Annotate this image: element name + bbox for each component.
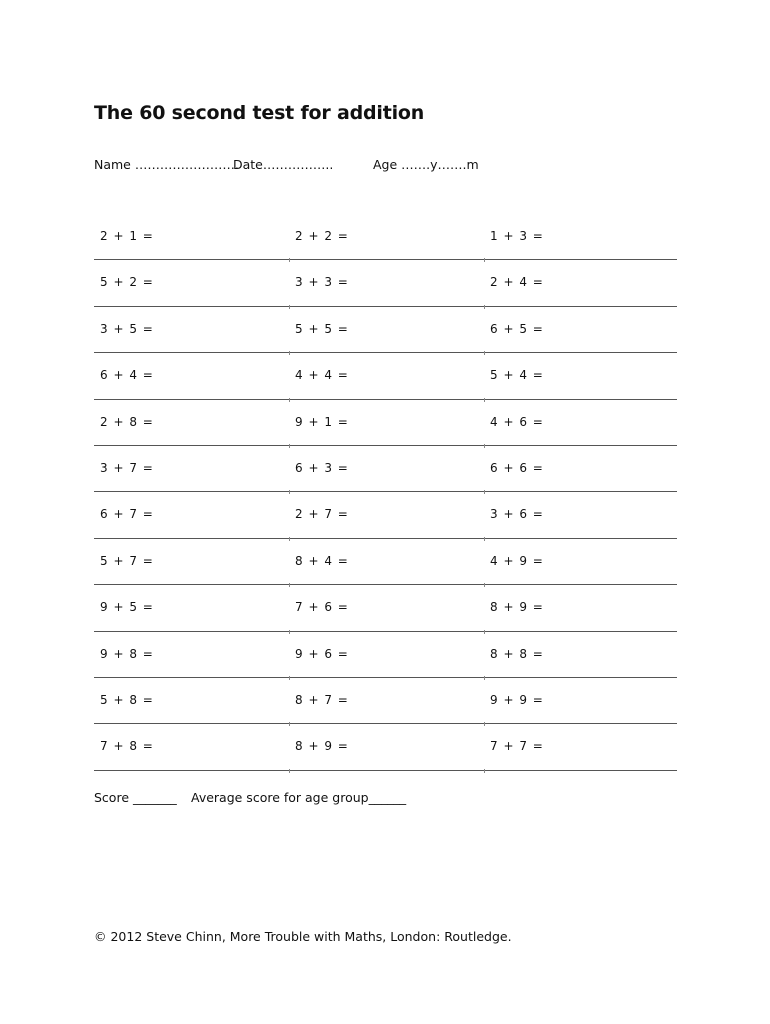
addition-problem[interactable]: 3 + 6 = — [490, 507, 543, 522]
problem-row — [94, 632, 677, 678]
average-score-field[interactable]: Average score for age group______ — [191, 790, 407, 805]
date-field[interactable]: Date…………….. — [233, 157, 334, 172]
student-info-fields — [0, 157, 770, 177]
addition-problem[interactable]: 8 + 7 = — [295, 692, 348, 707]
addition-problem[interactable]: 2 + 2 = — [295, 229, 348, 243]
addition-problem[interactable]: 3 + 3 = — [295, 275, 348, 290]
addition-problem[interactable]: 8 + 9 = — [490, 600, 543, 615]
addition-problem[interactable]: 7 + 8 = — [100, 739, 153, 754]
column-divider-tick — [484, 769, 485, 773]
problem-row — [94, 724, 677, 770]
addition-problem[interactable]: 5 + 7 = — [100, 553, 153, 568]
addition-problem[interactable]: 9 + 9 = — [490, 692, 543, 707]
problem-row — [94, 585, 677, 631]
column-divider-tick — [289, 769, 290, 773]
addition-problem[interactable]: 7 + 6 = — [295, 600, 348, 615]
copyright-footer: © 2012 Steve Chinn, More Trouble with Maths, London: Routledge. — [94, 929, 512, 944]
addition-problem[interactable]: 9 + 5 = — [100, 600, 153, 615]
addition-problem[interactable]: 4 + 9 = — [490, 553, 543, 568]
age-field[interactable]: Age …….y…….m — [373, 157, 479, 172]
addition-problem[interactable]: 3 + 7 = — [100, 460, 153, 475]
addition-problem[interactable]: 2 + 7 = — [295, 507, 348, 522]
addition-problem[interactable]: 3 + 5 = — [100, 321, 153, 336]
score-field[interactable]: Score _______ — [94, 790, 177, 805]
addition-problem[interactable]: 2 + 4 = — [490, 275, 543, 290]
addition-problem[interactable]: 2 + 8 = — [100, 414, 153, 429]
addition-problem[interactable]: 8 + 4 = — [295, 553, 348, 568]
addition-problem[interactable]: 1 + 3 = — [490, 229, 543, 243]
addition-problem[interactable]: 7 + 7 = — [490, 739, 543, 754]
problem-row — [94, 260, 677, 306]
addition-problem[interactable]: 5 + 2 = — [100, 275, 153, 290]
addition-problem[interactable]: 9 + 8 = — [100, 646, 153, 661]
addition-problem[interactable]: 2 + 1 = — [100, 229, 153, 243]
addition-problem[interactable]: 6 + 3 = — [295, 460, 348, 475]
worksheet-title: The 60 second test for addition — [94, 102, 425, 124]
problem-row — [94, 353, 677, 399]
name-field[interactable]: Name ……………………. — [94, 157, 239, 172]
problem-row — [94, 678, 677, 724]
problem-row — [94, 214, 677, 260]
addition-problem[interactable]: 9 + 1 = — [295, 414, 348, 429]
addition-problem[interactable]: 8 + 9 = — [295, 739, 348, 754]
addition-problem[interactable]: 5 + 5 = — [295, 321, 348, 336]
addition-problem[interactable]: 6 + 6 = — [490, 460, 543, 475]
problem-row — [94, 492, 677, 538]
addition-problem[interactable]: 5 + 4 = — [490, 368, 543, 383]
addition-problem[interactable]: 6 + 5 = — [490, 321, 543, 336]
problem-row — [94, 400, 677, 446]
addition-problem[interactable]: 8 + 8 = — [490, 646, 543, 661]
addition-problem[interactable]: 6 + 7 = — [100, 507, 153, 522]
addition-problem[interactable]: 5 + 8 = — [100, 692, 153, 707]
problem-row — [94, 446, 677, 492]
problem-row — [94, 307, 677, 353]
addition-problem[interactable]: 9 + 6 = — [295, 646, 348, 661]
addition-problem[interactable]: 6 + 4 = — [100, 368, 153, 383]
addition-problem[interactable]: 4 + 6 = — [490, 414, 543, 429]
problem-grid — [94, 214, 677, 771]
problem-row — [94, 539, 677, 585]
addition-problem[interactable]: 4 + 4 = — [295, 368, 348, 383]
